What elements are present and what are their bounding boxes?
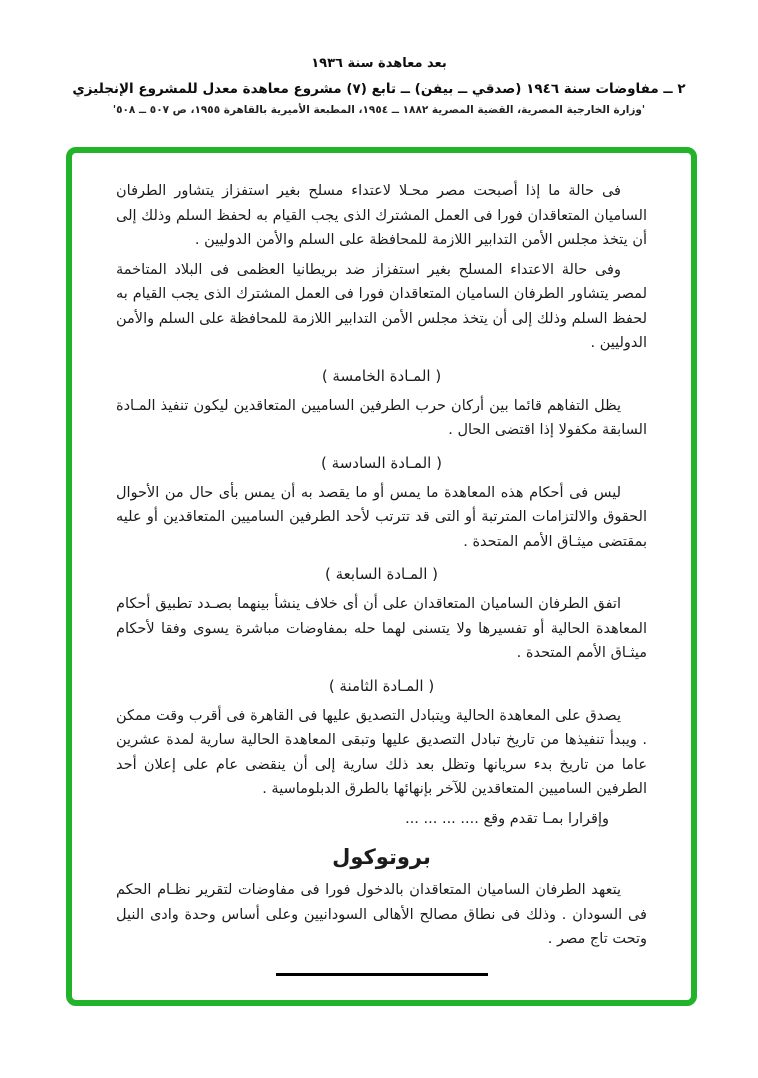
signature-line: وإقرارا بمـا تقدم وقع .... ... ... ... <box>405 810 609 827</box>
treaty-paragraph-2: وفى حالة الاعتداء المسلح بغير استفزاز ضد بريطانيا العظمى فى البلاد المتاخمة لمصر يتشاور الطرفان الساميان المتعاقدان فورا فى العمل المشترك الذى يجب القيام به لحفظ السلم وذلك إلى أن يتخذ مجلس الأمن التدابير اللازمة للمحافظة على السلم والأمن الدوليين . <box>116 261 647 351</box>
header-title: بعد معاهدة سنة ١٩٣٦ <box>311 56 447 71</box>
article-8-heading: ( المـادة الثامنة ) <box>328 676 435 695</box>
page-header <box>0 0 758 116</box>
article-7-text: اتفق الطرفان الساميان المتعاقدان على أن أى خلاف ينشأ بينهما بصـدد تطبيق أحكام المعاهدة الحالية أو تفسيرها ولا يتسنى لهما حله بمفاوضات مباشرة يسوى وفقا لأحكام ميثـاق الأمم المتحدة . <box>116 596 647 661</box>
article-5-heading: ( المـادة الخامسة ) <box>321 366 442 385</box>
article-7-heading: ( المـادة السابعة ) <box>324 565 439 583</box>
green-annotation-box <box>66 147 697 1006</box>
article-5-text: يظل التفاهم قائما بين أركان حرب الطرفين الساميين المتعاقدين ليكون تنفيذ المـادة السابقة مكفولا إذا اقتضى الحال . <box>116 397 647 438</box>
section-divider <box>276 973 488 976</box>
article-8-text: يصدق على المعاهدة الحالية ويتبادل التصديق عليها فى القاهرة فى أقرب وقت ممكن . ويبدأ تنفيذها من تاريخ تبادل التصديق عليها وتبقى المعاهدة الحالية سارية لمدة عشرين عاما من تاريخ بدء سريانها وتظل بعد ذلك سارية إلى أن ينقضى عام على إعلان أحد الطرفين الساميين المتعاقدين للآخر بإنهائها بالطرق الدبلوماسية . <box>116 707 647 797</box>
article-6-heading: ( المـادة السادسة ) <box>321 453 442 472</box>
header-subtitle: ٢ ــ مفاوضات سنة ١٩٤٦ (صدقي ــ بيفن) ــ تابع (٧) مشروع معاهدة معدل للمشروع الإنجليزي <box>72 81 686 97</box>
protocol-text: يتعهد الطرفان الساميان المتعاقدان بالدخول فورا فى مفاوضات لتقرير نظـام الحكم فى السودان . وذلك فى نطاق مصالح الأهالى السودانيين وعلى أساس وحدة وادى النيل وتحت تاج مصر . <box>116 882 647 947</box>
header-source-citation: 'وزارة الخارجية المصرية، القضية المصرية ١٨٨٢ ــ ١٩٥٤، المطبعة الأميرية بالقاهرة ١٩٥٥، ص ٥٠٧ ــ ٥٠٨' <box>112 104 646 116</box>
protocol-title: بروتوكول <box>332 845 431 869</box>
article-6-text: ليس فى أحكام هذه المعاهدة ما يمس أو ما يقصد به أن يمس بأى حال من الأحوال الحقوق والالتزامات المترتبة أو التى قد تترتب لأحد الطرفين الساميين المتعاقدين أو عليه بمقتضى ميثـاق الأمم المتحدة . <box>116 484 647 550</box>
treaty-paragraph-1: فى حالة ما إذا أصبحت مصر محـلا لاعتداء مسلح بغير استفزاز يتشاور الطرفان الساميان المتعاقدان فورا فى العمل المشترك الذى يجب القيام به لحفظ السلم وذلك إلى أن يتخذ مجلس الأمن التدابير اللازمة للمحافظة على السلم والأمن الدوليين . <box>116 183 647 248</box>
